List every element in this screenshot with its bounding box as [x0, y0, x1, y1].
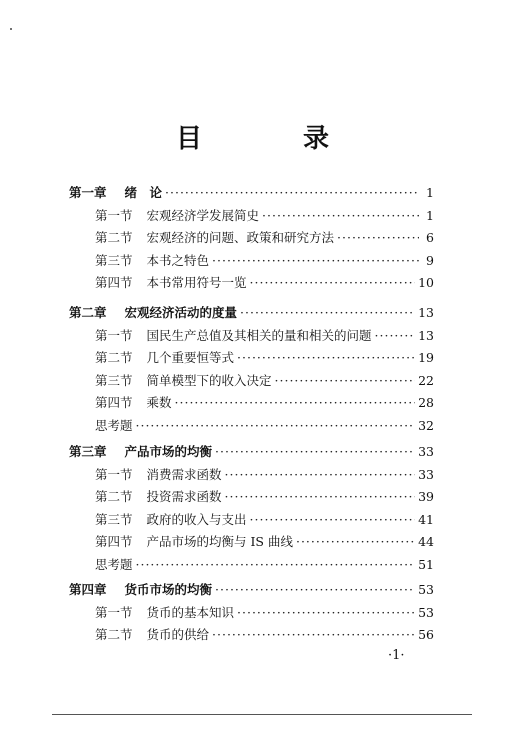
leader-dots [375, 326, 416, 346]
page-ref: 19 [418, 350, 434, 365]
section-title: 产品市场的均衡与 IS 曲线 [146, 534, 293, 549]
leader-dots [136, 416, 416, 436]
page-ref: 13 [418, 327, 434, 343]
toc-review-questions [95, 555, 434, 575]
section-number: 第三节 [95, 252, 133, 268]
leader-dots [212, 625, 415, 645]
leader-dots [165, 183, 419, 203]
page-ref: 32 [418, 417, 434, 433]
page-ref: 28 [418, 395, 434, 410]
section-title: 政府的收入与支出 [146, 511, 247, 527]
page-ref: 1 [426, 185, 434, 200]
leader-dots [212, 251, 419, 271]
section-title: 投资需求函数 [146, 489, 222, 504]
section-number: 第二节 [95, 230, 133, 245]
section-number: 第一节 [95, 604, 133, 620]
page-ref: 1 [426, 207, 434, 223]
section-number: 第四节 [95, 275, 133, 290]
section-title: 宏观经济的问题、政策和研究方法 [146, 230, 335, 245]
chapter-title: 货币市场的均衡 [124, 582, 213, 597]
leader-dots [225, 487, 416, 507]
leader-dots [136, 555, 416, 575]
toc-section [95, 206, 434, 226]
section-title: 宏观经济学发展简史 [146, 207, 260, 223]
page-ref: 53 [418, 604, 434, 620]
leader-dots [337, 228, 419, 248]
section-title: 本书常用符号一览 [146, 275, 247, 290]
toc-section [95, 326, 434, 346]
leader-dots [215, 442, 415, 462]
page-number: ·1· [388, 648, 405, 663]
toc-section [95, 510, 434, 530]
toc-chapter-4 [69, 580, 434, 600]
section-number: 第三节 [95, 372, 133, 388]
leader-dots [237, 348, 415, 368]
page-ref: 44 [418, 534, 434, 549]
section-title: 货币的基本知识 [146, 604, 235, 620]
section-number: 第四节 [95, 534, 133, 549]
toc-section [95, 251, 434, 271]
section-title: 思考题 [95, 417, 133, 433]
toc-section [95, 348, 434, 368]
page-ref: 10 [418, 275, 434, 290]
chapter-title: 宏观经济活动的度量 [124, 305, 238, 320]
section-number: 第二节 [95, 489, 133, 504]
toc-section [95, 532, 434, 552]
page-ref: 56 [418, 627, 434, 642]
bottom-rule [52, 714, 472, 715]
toc-review-questions [95, 416, 434, 436]
scan-speck [10, 28, 12, 30]
page-ref: 39 [418, 489, 434, 504]
toc-section [95, 228, 434, 248]
leader-dots [175, 393, 416, 413]
section-title: 思考题 [95, 556, 133, 572]
leader-dots [225, 465, 416, 485]
page-ref: 9 [426, 252, 434, 268]
leader-dots [250, 510, 416, 530]
page-ref: 22 [418, 372, 434, 388]
page-ref: 6 [426, 230, 434, 245]
section-number: 第一节 [95, 466, 133, 482]
leader-dots [215, 580, 415, 600]
section-number: 第二节 [95, 627, 133, 642]
leader-dots [296, 532, 415, 552]
chapter-title: 绪 论 [124, 185, 163, 200]
leader-dots [250, 273, 416, 293]
chapter-number: 第四章 [69, 582, 107, 597]
section-title: 乘数 [146, 395, 172, 410]
section-number: 第三节 [95, 511, 133, 527]
page-ref: 33 [418, 466, 434, 482]
toc-section [95, 371, 434, 391]
page-ref: 33 [418, 444, 434, 459]
chapter-title: 产品市场的均衡 [124, 444, 213, 459]
chapter-number: 第三章 [69, 444, 107, 459]
toc-chapter-2 [69, 303, 434, 323]
page-title: 目 录 [175, 124, 376, 154]
chapter-number: 第二章 [69, 305, 107, 320]
toc-section [95, 393, 434, 413]
section-title: 简单模型下的收入决定 [146, 372, 272, 388]
chapter-number: 第一章 [69, 185, 107, 200]
toc-section [95, 487, 434, 507]
leader-dots [262, 206, 419, 226]
toc-section [95, 273, 434, 293]
page-ref: 53 [418, 582, 434, 597]
section-number: 第一节 [95, 327, 133, 343]
toc-section [95, 625, 434, 645]
section-number: 第四节 [95, 395, 133, 410]
section-number: 第一节 [95, 207, 133, 223]
leader-dots [275, 371, 416, 391]
section-title: 本书之特色 [146, 252, 210, 268]
leader-dots [240, 303, 415, 323]
leader-dots [237, 603, 415, 623]
toc-section [95, 603, 434, 623]
section-title: 几个重要恒等式 [146, 350, 235, 365]
section-title: 国民生产总值及其相关的量和相关的问题 [146, 327, 372, 343]
page-ref: 41 [418, 511, 434, 527]
page-ref: 13 [418, 305, 434, 320]
section-number: 第二节 [95, 350, 133, 365]
toc-chapter-3 [69, 442, 434, 462]
toc-chapter-1 [69, 183, 434, 203]
page-ref: 51 [418, 556, 434, 572]
toc-section [95, 465, 434, 485]
section-title: 消费需求函数 [146, 466, 222, 482]
section-title: 货币的供给 [146, 627, 210, 642]
